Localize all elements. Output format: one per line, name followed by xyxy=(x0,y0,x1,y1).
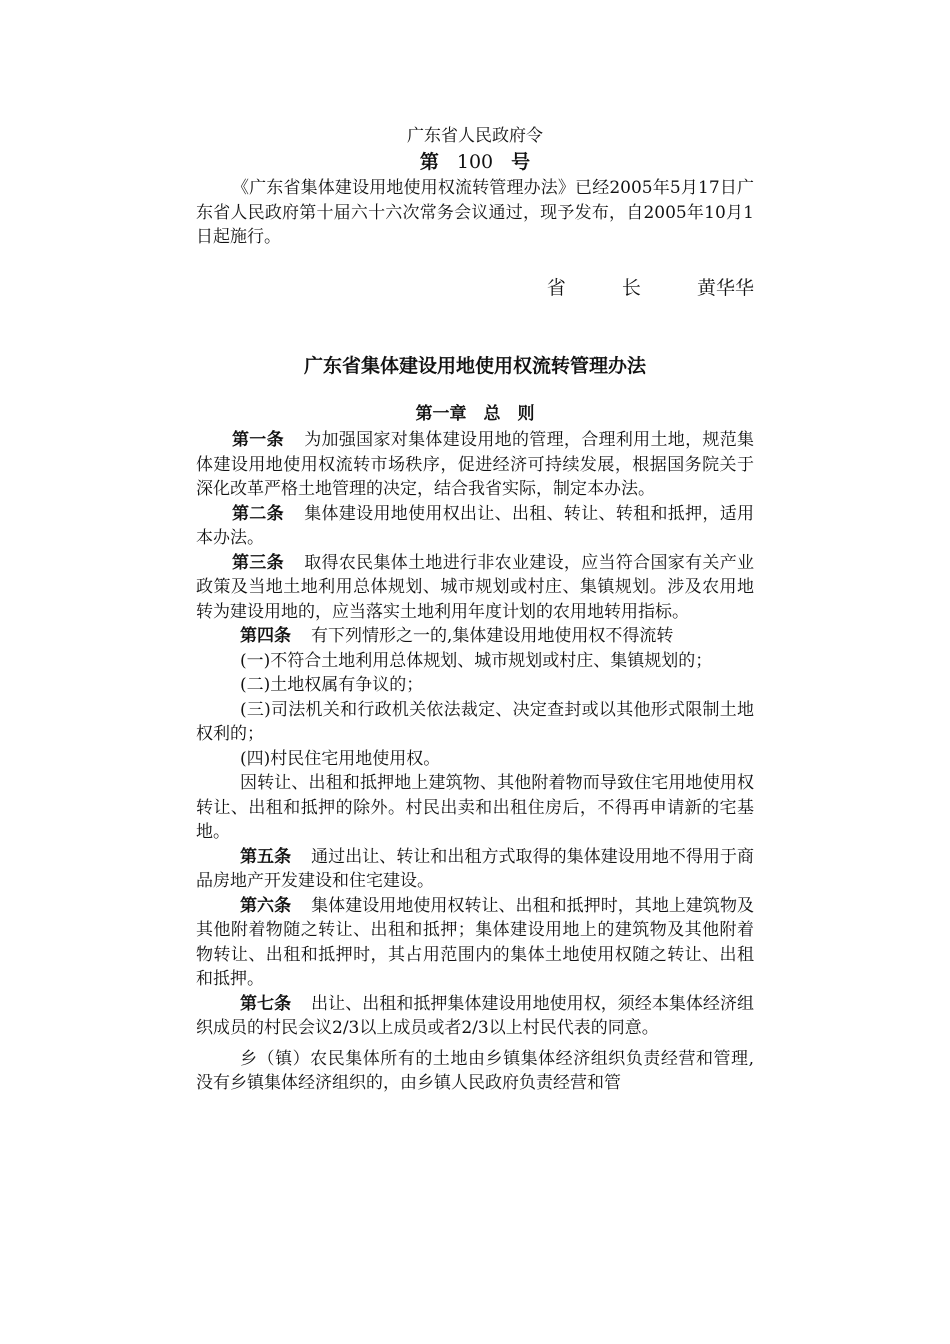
article-7-text: 出让、出租和抵押集体建设用地使用权，须经本集体经济组织成员的村民会议2/3以上成员或者2/3以上村民代表的同意。 xyxy=(196,993,755,1038)
article-3-text: 取得农民集体土地进行非农业建设，应当符合国家有关产业政策及当地土地利用总体规划、城市规划或村庄、集镇规划。涉及农用地转为建设用地的，应当落实土地利用年度计划的农用地转用指标。 xyxy=(196,552,755,622)
article-body xyxy=(196,428,754,1096)
order-number: 100 xyxy=(456,151,494,173)
order-number-suffix: 号 xyxy=(511,151,531,173)
article-5 xyxy=(196,845,754,894)
chapter-heading: 第一章 总 则 xyxy=(415,404,535,424)
article-4-item-1: (一)不符合土地利用总体规划、城市规划或村庄、集镇规划的； xyxy=(240,650,713,671)
order-number-prefix: 第 xyxy=(419,151,439,173)
article-4-item-3: (三)司法机关和行政机关依法裁定、决定查封或以其他形式限制土地权利的； xyxy=(196,699,754,744)
article-7 xyxy=(196,992,754,1041)
signature-name: 黄华华 xyxy=(696,277,754,299)
article-1-text: 为加强国家对集体建设用地的管理，合理利用土地，规范集体建设用地使用权流转市场秩序，促进经济可持续发展，根据国务院关于深化改革严格土地管理的决定，结合我省实际，制定本办法。 xyxy=(196,430,755,499)
article-2-text: 集体建设用地使用权出让、出租、转让、转租和抵押，适用本办法。 xyxy=(196,503,755,548)
article-7-paragraph-2: 乡（镇）农民集体所有的土地由乡镇集体经济组织负责经营和管理,没有乡镇集体经济组织的，由乡镇人民政府负责经营和管 xyxy=(196,1048,754,1093)
decree-text: 《广东省集体建设用地使用权流转管理办法》已经2005年5月17日广东省人民政府第十届六十六次常务会议通过，现予发布，自2005年10月1日起施行。 xyxy=(196,178,754,247)
article-1-label: 第一条 xyxy=(232,430,284,450)
article-4-label: 第四条 xyxy=(240,626,291,646)
article-5-label: 第五条 xyxy=(240,846,292,867)
signature-title-2: 长 xyxy=(621,277,641,299)
article-2 xyxy=(196,502,754,551)
article-7-label: 第七条 xyxy=(240,993,292,1014)
article-1 xyxy=(196,428,754,502)
signature-title-1: 省 xyxy=(546,277,566,299)
order-title: 广东省人民政府令 xyxy=(407,126,543,146)
signature xyxy=(547,276,754,301)
article-6-label: 第六条 xyxy=(240,895,292,916)
article-5-text: 通过出让、转让和出租方式取得的集体建设用地不得用于商品房地产开发建设和住宅建设。 xyxy=(196,846,755,891)
article-6 xyxy=(196,894,754,992)
article-6-text: 集体建设用地使用权转让、出租和抵押时，其地上建筑物及其他附着物随之转让、出租和抵押；集体建设用地上的建筑物及其他附着物转让、出租和抵押时，其占用范围内的集体土地使用权随之转让、出租和抵押。 xyxy=(196,895,755,989)
article-3 xyxy=(196,551,754,625)
article-2-label: 第二条 xyxy=(232,503,284,524)
article-4-item-2: (二)土地权属有争议的； xyxy=(240,675,424,695)
article-4-note: 因转让、出租和抵押地上建筑物、其他附着物而导致住宅用地使用权转让、出租和抵押的除外。村民出卖和出租住房后，不得再申请新的宅基地。 xyxy=(196,773,754,842)
article-4 xyxy=(196,624,754,649)
article-3-label: 第三条 xyxy=(232,552,284,573)
order-number-line xyxy=(196,150,754,175)
document-title: 广东省集体建设用地使用权流转管理办法 xyxy=(303,355,646,377)
article-4-item-4: (四)村民住宅用地使用权。 xyxy=(240,748,441,769)
article-4-text: 有下列情形之一的,集体建设用地使用权不得流转 xyxy=(311,626,674,646)
